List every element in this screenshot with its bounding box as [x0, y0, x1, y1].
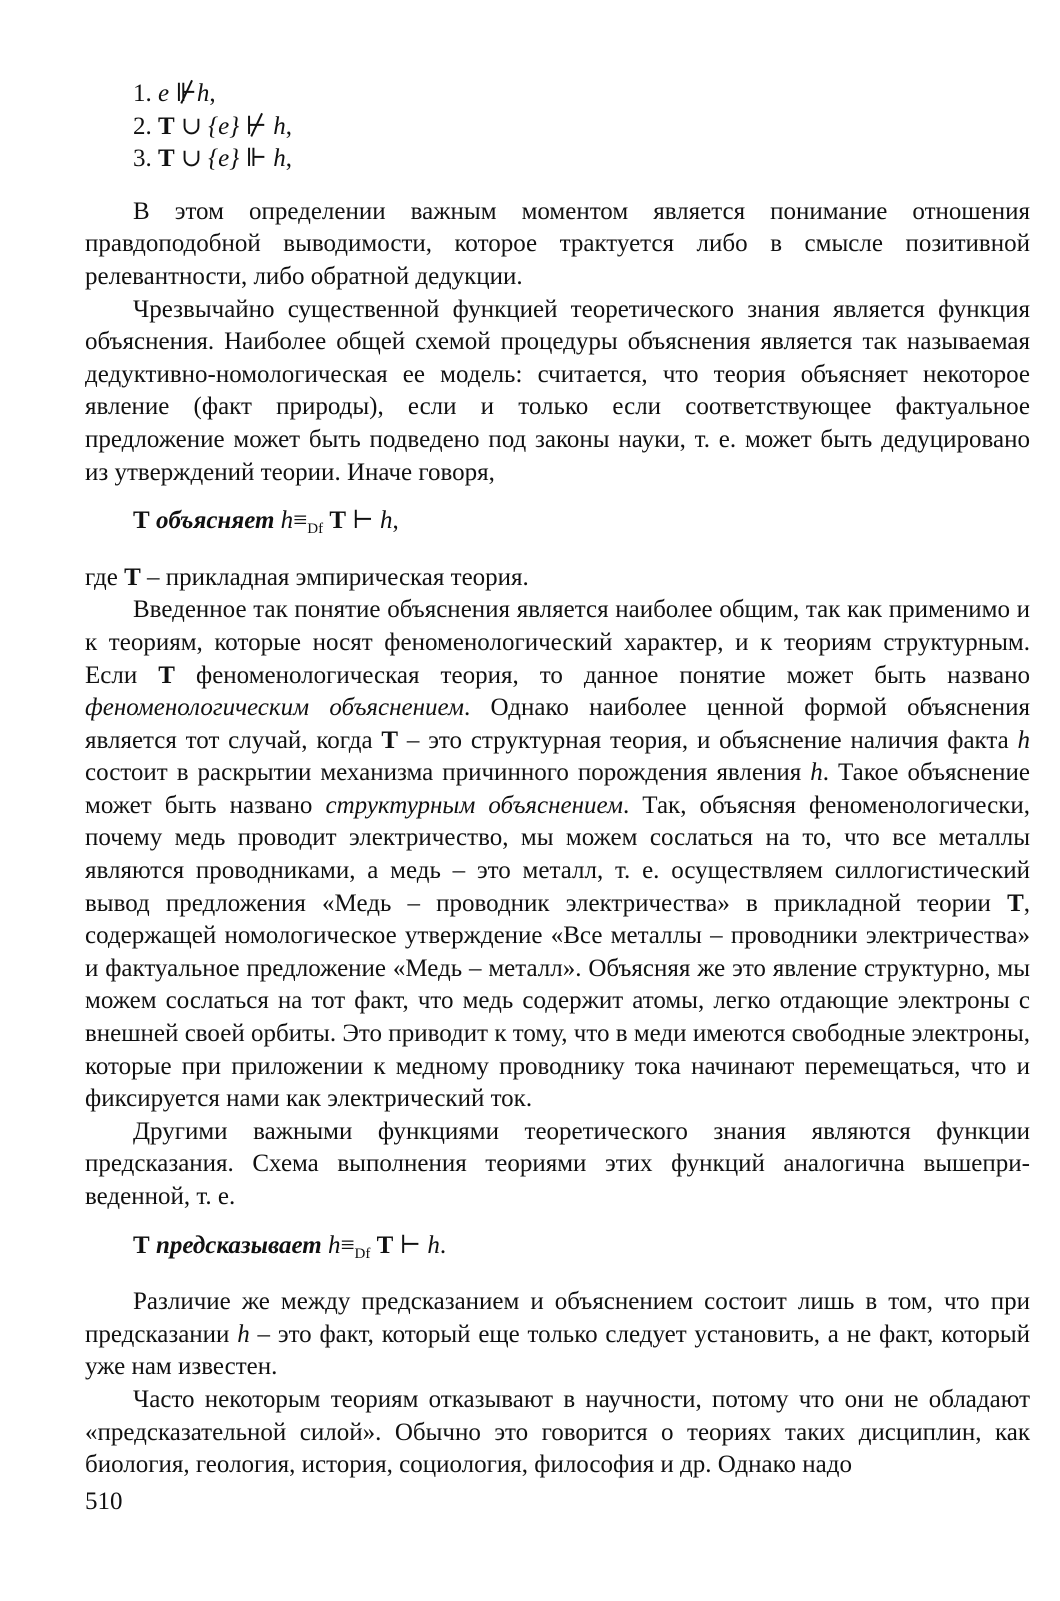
fact-symbol: h [237, 1320, 250, 1348]
text-run: . Так, объясняя феноменологически, почему медь проводит электричество, мы можем сослаться на то, что все металлы являются проводниками, а медь – это металл, т. е. осуществляем силлогистический вывод предложения «Медь – проводник электричества» в прикладной теории [85, 791, 1030, 917]
definition-punct: . [439, 1231, 447, 1259]
formula-expr: ∪ {e} [174, 112, 246, 140]
paragraph [85, 594, 1030, 1116]
text-run: Введенное так понятие объяснения является наиболее общим, так как применимо и к теориям, которые носят феноменологический характер, и к теориям структурным. Если [85, 596, 1030, 689]
fact-symbol: h [327, 1231, 341, 1259]
fact-symbol: h [280, 507, 294, 535]
equiv-symbol: ≡ [293, 507, 308, 535]
equiv-symbol: ≡ [340, 1231, 355, 1259]
df-subscript: Df [354, 1245, 371, 1262]
definition-explains [133, 505, 1030, 546]
formula-punct: , [285, 112, 292, 140]
formula-expr: e [158, 80, 170, 107]
text-run: – это структурная теория, и объяснение наличия факта [398, 726, 1018, 754]
formula-item [133, 111, 1030, 144]
theory-symbol: T [329, 507, 347, 535]
theory-symbol: T [381, 726, 399, 754]
paragraph: В этом определении важным моментом является понимание отношения правдоподобной выводимости, которое трактуется либо в смысле позитивной релевантности, либо обратной дедукции. [85, 197, 1030, 290]
df-subscript: Df [307, 521, 324, 538]
text-run: феноменологическая теория, то данное понятие может быть названо [174, 661, 1030, 689]
text-run: состоит в раскрытии механизма причинного порождения явления [85, 759, 811, 787]
formula-item [133, 78, 1030, 111]
formula-number: 3. [133, 145, 152, 173]
formula-expr: ∪ {e} [174, 145, 246, 173]
formula-item [133, 143, 1030, 176]
paragraph [85, 1286, 1030, 1384]
formula-punct: , [209, 80, 216, 107]
paragraph: Чрезвычайно существенной функцией теоретического знания является функция объяснения. Наиболее общей схемой процедуры объяснения является так называемая дедуктивно-номологическая ее модель: считается, что теория объясняет некоторое явление (факт природы), если и только если соответствующее фактуальное предложение может быть подведено под законы науки, т. е. может быть дедуцировано из утверждений теории. Иначе говоря, [85, 295, 1030, 486]
italic-term: структурным объяснением [325, 791, 623, 819]
theory-symbol: T [133, 507, 150, 535]
formula-operator: ⊩ [245, 145, 274, 173]
fact-symbol: h [380, 507, 393, 535]
text-run: . Такое объяснение может быть названо [85, 759, 1030, 819]
formula-theory-symbol: T [158, 145, 175, 173]
page-content [85, 78, 1030, 1482]
formula-expr: h [273, 145, 286, 173]
formula-operator: ⊮ [169, 80, 197, 107]
formula-expr: h [196, 80, 210, 107]
text-run: . Однако наиболее ценной формой объяснения является тот случай, когда [85, 694, 1030, 754]
theory-symbol: T [133, 1231, 150, 1259]
page-number: 510 [85, 1488, 123, 1515]
paragraph [85, 562, 1030, 595]
definition-verb: объясняет [155, 507, 275, 535]
theory-symbol: T [1007, 889, 1024, 917]
formula-punct: , [285, 145, 292, 173]
fact-symbol: h [1017, 726, 1031, 754]
formula-expr: h [273, 112, 286, 140]
theory-symbol: T [376, 1231, 394, 1259]
formula-number: 2. [133, 112, 152, 140]
formula-number: 1. [133, 80, 152, 107]
italic-term: феноменологическим объяснением [85, 694, 464, 722]
paragraph: Другими важными функциями теоретического знания являются функции предсказания. Схема выполнения теориями этих функций аналогична вышеприведенной, т. е. [85, 1117, 1030, 1210]
paragraph: Часто некоторым теориям отказывают в научности, потому что они не обладают «предсказательной силой». Обычно это говорится о теориях таких дисциплин, как биология, геология, история, социология, философия и др. Однако надо [85, 1385, 1030, 1479]
text-run: где [85, 563, 125, 591]
definition-punct: , [392, 507, 399, 535]
turnstile-symbol: ⊢ [352, 507, 374, 535]
turnstile-symbol: ⊢ [399, 1231, 422, 1259]
text-run: , содержащей номологическое утверждение «Все металлы – проводники электричества» и фактуальное предложение «Медь – металл». Объясняя же это явление структурно, мы можем сослаться на тот факт, что медь содержит атомы, легко отдающие электроны с внешней своей орбиты. Это приводит к тому, что в меди имеются свободные электроны, которые при приложении к медному проводнику тока начинают перемещаться, что и фиксируется нами как электрический ток. [85, 889, 1030, 1113]
definition-verb: предсказывает [155, 1231, 322, 1259]
formula-theory-symbol: T [158, 112, 175, 140]
formula-operator: ⊬ [245, 112, 274, 140]
fact-symbol: h [810, 759, 823, 787]
text-run: Различие же между предсказанием и объяснением состоит лишь в том, что при предсказании [85, 1288, 1030, 1348]
text-run: – прикладная эмпирическая теория. [140, 563, 529, 591]
text-run: – это факт, который еще только следует установить, а не факт, который уже нам известен. [85, 1320, 1031, 1381]
theory-symbol: T [158, 661, 175, 689]
definition-predicts [133, 1230, 1030, 1271]
formula-list [133, 78, 1030, 176]
fact-symbol: h [427, 1231, 440, 1259]
theory-symbol: T [124, 563, 141, 591]
